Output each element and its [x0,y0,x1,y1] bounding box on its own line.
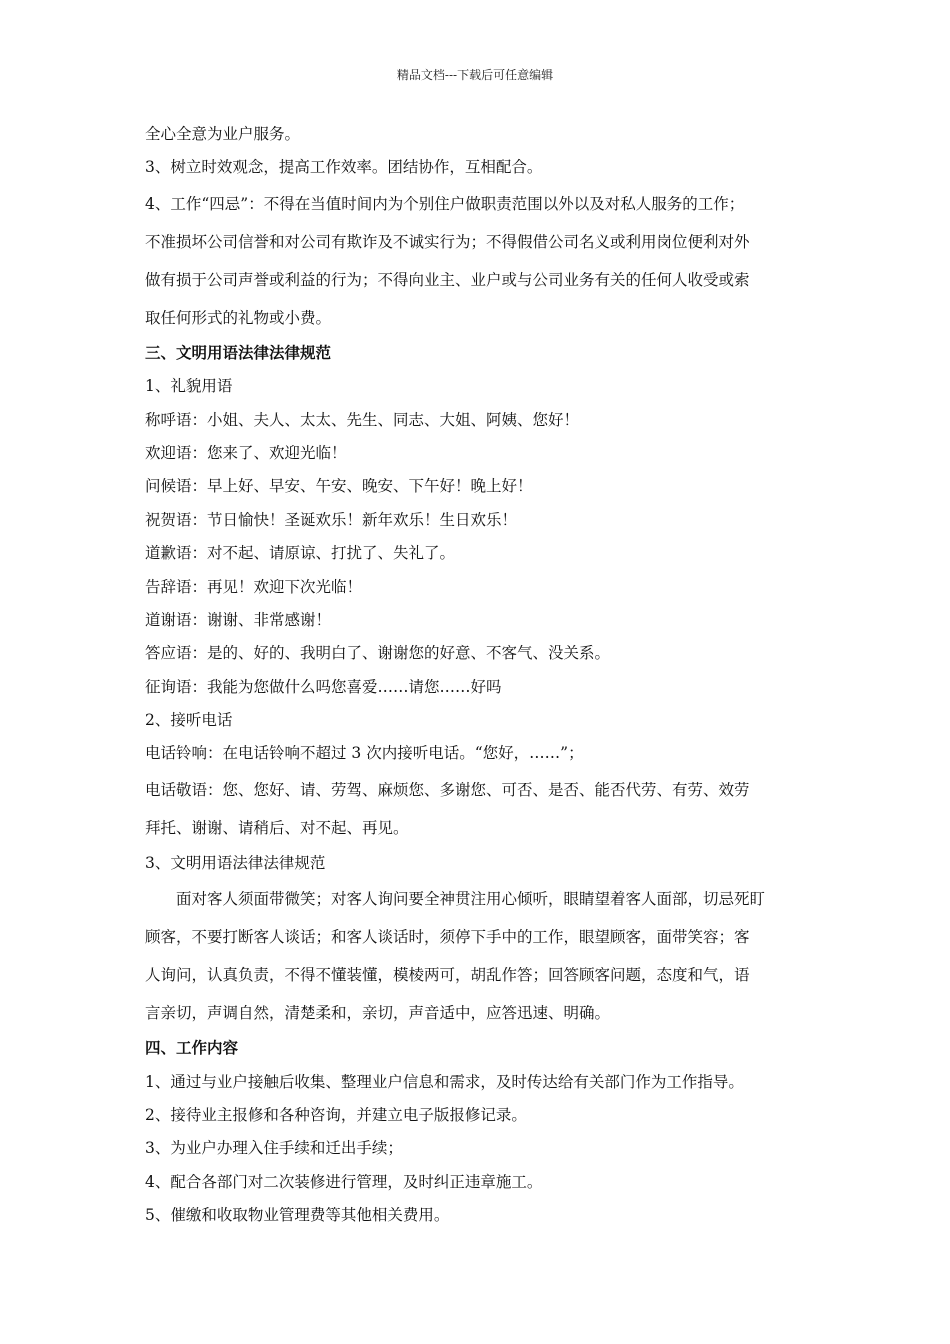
paragraph-line: 面对客人须面带微笑；对客人询问要全神贯注用心倾听，眼睛望着客人面部，切忌死盯 [176,890,766,909]
paragraph-line: 欢迎语：您来了、欢迎光临！ [145,443,347,462]
paragraph-line: 拜托、谢谢、请稍后、对不起、再见。 [145,818,409,837]
paragraph-line: 称呼语：小姐、夫人、太太、先生、同志、大姐、阿姨、您好！ [145,410,580,429]
paragraph-line: 顾客，不要打断客人谈话；和客人谈话时，须停下手中的工作，眼望顾客，面带笑容；客 [145,928,750,947]
paragraph-line: 不准损坏公司信誉和对公司有欺诈及不诚实行为；不得假借公司名义或利用岗位便利对外 [145,232,750,251]
paragraph-line: 答应语：是的、好的、我明白了、谢谢您的好意、不客气、没关系。 [145,644,611,663]
paragraph-line: 问候语：早上好、早安、午安、晚安、下午好！晚上好！ [145,477,533,496]
paragraph-line: 3、文明用语法律法律规范 [145,853,326,872]
paragraph-line: 4、工作“四忌”：不得在当值时间内为个别住户做职责范围以外以及对私人服务的工作； [145,194,745,213]
paragraph-line: 3、树立时效观念，提高工作效率。团结协作，互相配合。 [145,158,543,177]
paragraph-line: 祝贺语：节日愉快！圣诞欢乐！新年欢乐！生日欢乐！ [145,510,518,529]
paragraph-line: 5、催缴和收取物业管理费等其他相关费用。 [145,1206,450,1225]
paragraph-line: 3、为业户办理入住手续和迁出手续； [145,1139,403,1158]
paragraph-line: 2、接听电话 [145,711,233,730]
document-body [145,118,810,1233]
paragraph-line: 取任何形式的礼物或小费。 [145,308,332,327]
page-header: 精品文档---下载后可任意编辑 [396,68,554,82]
paragraph-line: 电话敬语：您、您好、请、劳驾、麻烦您、多谢您、可否、是否、能否代劳、有劳、效劳 [145,780,750,799]
paragraph-line: 征询语：我能为您做什么吗您喜爱……请您……好吗 [145,677,502,696]
section-heading: 四、工作内容 [145,1039,239,1058]
paragraph-line: 2、接待业主报修和各种咨询，并建立电子版报修记录。 [145,1106,527,1125]
paragraph-line: 全心全意为业户服务。 [145,125,301,143]
paragraph-line: 道谢语：谢谢、非常感谢！ [145,610,332,629]
paragraph-line: 电话铃响：在电话铃响不超过 3 次内接听电话。“您好，……”； [145,744,584,763]
paragraph-line: 人询问，认真负责，不得不懂装懂，模棱两可，胡乱作答；回答顾客问题，态度和气，语 [145,966,750,985]
paragraph-line: 言亲切，声调自然，清楚柔和，亲切，声音适中，应答迅速、明确。 [145,1004,611,1023]
paragraph-line: 道歉语：对不起、请原谅、打扰了、失礼了。 [145,544,456,563]
section-heading: 三、文明用语法律法律规范 [145,343,332,362]
paragraph-line: 告辞语：再见！欢迎下次光临！ [145,577,363,596]
paragraph-line: 做有损于公司声誉或利益的行为；不得向业主、业户或与公司业务有关的任何人收受或索 [145,270,750,289]
paragraph-line: 4、配合各部门对二次装修进行管理，及时纠正违章施工。 [145,1172,543,1191]
paragraph-line: 1、通过与业户接触后收集、整理业户信息和需求，及时传达给有关部门作为工作指导。 [145,1072,744,1091]
paragraph-line: 1、礼貌用语 [145,377,233,396]
